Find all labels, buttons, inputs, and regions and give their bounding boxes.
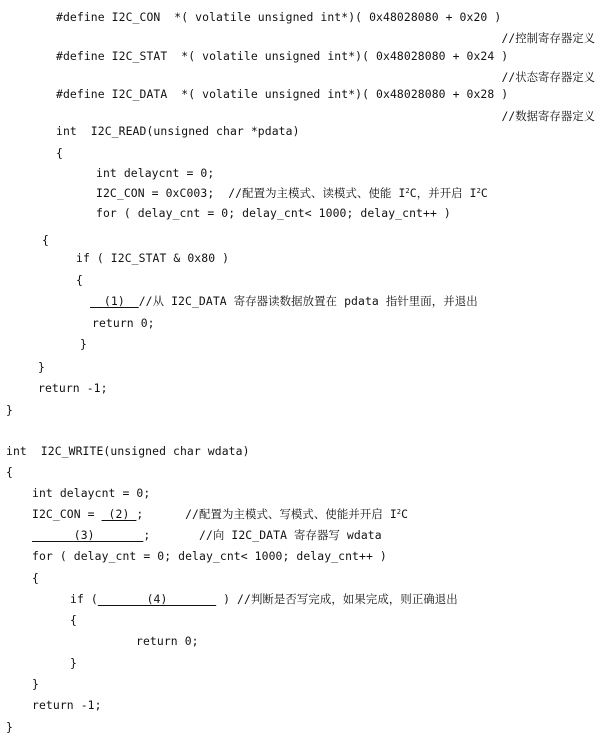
read-con-assign: I2C_CON = 0xC003; //配置为主模式、读模式、使能 $I^2C$，并开启 $I^2C$ (96, 186, 488, 200)
read-blank-1-line: (1) //从 I2C_DATA 寄存器读数据放置在 pdata 指针里面，并退出 (90, 294, 478, 308)
write-function-signature: int I2C_WRITE(unsigned char wdata) (6, 444, 250, 458)
read-if-status: if ( I2C_STAT & 0x80 ) (76, 251, 230, 265)
define-i2c-stat: #define I2C_STAT *( volatile unsigned int*)( 0x48028080 + 0x24 ) (56, 49, 509, 63)
read-if-close-brace: } (80, 337, 87, 351)
read-loop-open-brace: { (42, 233, 49, 247)
read-return-neg1: return -1; (38, 381, 108, 395)
read-function-signature: int I2C_READ(unsigned char *pdata) (56, 124, 300, 138)
define-i2c-data-comment: //数据寄存器定义 (501, 109, 595, 123)
write-if-line: if ( (4) ) //判断是否写完成，如果完成，则正确退出 (70, 592, 458, 606)
blank-1: (1) (103, 294, 125, 308)
write-con-assign: I2C_CON = (2) ; //配置为主模式、写模式、使能并开启 $I^2C$ (32, 507, 409, 521)
define-i2c-con-comment: //控制寄存器定义 (501, 31, 595, 45)
blank-2: (2) (108, 507, 130, 521)
write-return-0: return 0; (136, 634, 199, 648)
write-delaycnt-decl: int delaycnt = 0; (32, 486, 151, 500)
write-for-loop: for ( delay_cnt = 0; delay_cnt< 1000; delay_cnt++ ) (32, 549, 387, 563)
blank-3: (3) (73, 528, 95, 542)
blank-4: (4) (146, 592, 168, 606)
read-delaycnt-decl: int delaycnt = 0; (96, 166, 215, 180)
read-for-loop: for ( delay_cnt = 0; delay_cnt< 1000; delay_cnt++ ) (96, 206, 451, 220)
define-i2c-con: #define I2C_CON *( volatile unsigned int*)( 0x48028080 + 0x20 ) (56, 10, 502, 24)
write-loop-close-brace: } (32, 677, 39, 691)
read-return-0: return 0; (92, 316, 155, 330)
define-i2c-data: #define I2C_DATA *( volatile unsigned int*)( 0x48028080 + 0x28 ) (56, 87, 509, 101)
define-i2c-stat-comment: //状态寄存器定义 (501, 70, 595, 84)
read-if-open-brace: { (76, 273, 83, 287)
write-blank-3-line: (3) ; //向 I2C_DATA 寄存器写 wdata (32, 528, 382, 542)
write-open-brace: { (6, 465, 13, 479)
write-if-close-brace: } (70, 656, 77, 670)
write-close-brace: } (6, 720, 13, 734)
read-open-brace: { (56, 146, 63, 160)
write-return-neg1: return -1; (32, 698, 102, 712)
read-loop-close-brace: } (38, 360, 45, 374)
write-if-open-brace: { (70, 613, 77, 627)
read-close-brace: } (6, 403, 13, 417)
write-loop-open-brace: { (32, 571, 39, 585)
